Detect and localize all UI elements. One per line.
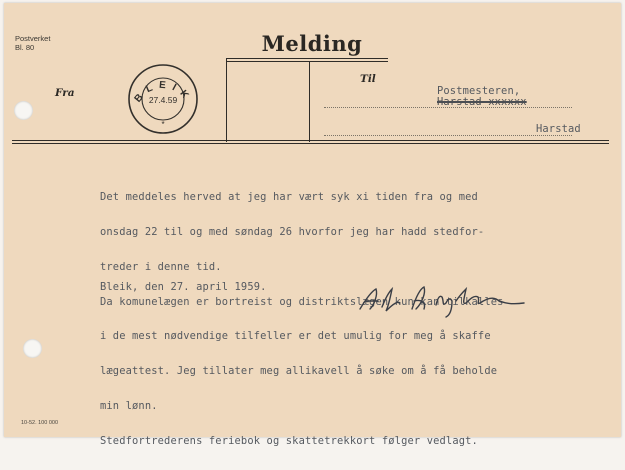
svg-text:*: *	[161, 120, 165, 129]
place-date: Bleik, den 27. april 1959.	[100, 281, 267, 293]
from-label: Fra	[55, 87, 75, 99]
issuer-label: Postverket	[15, 34, 51, 43]
message-line: treder i denne tid.	[100, 260, 222, 273]
recipient-line-2-struck: Harstad-xxxxxx	[437, 96, 527, 108]
stamp-date: 27.4.59	[148, 95, 178, 105]
header-rule	[12, 143, 609, 144]
punch-hole	[23, 339, 42, 358]
stamp-place: BLEIK	[132, 79, 195, 106]
message-body	[100, 169, 504, 470]
message-line: Det meddeles herved at jeg har vært syk xi tiden fra og med	[100, 191, 478, 204]
to-label: Til	[360, 73, 376, 85]
message-line: Stedfortrederens feriebok og skattetrekkort følger vedlagt.	[100, 434, 478, 447]
message-line: onsdag 22 til og med søndag 26 hvorfor jeg har hadd stedfor-	[100, 225, 485, 238]
form-identifier	[15, 34, 50, 52]
divider-left	[226, 58, 227, 142]
message-line: i de mest nødvendige tilfeller er det umulig for meg å skaffe	[100, 330, 491, 343]
message-line: lægeattest. Jeg tillater meg allikavell å søke om å få beholde	[100, 365, 498, 378]
divider-center	[309, 61, 310, 142]
punch-hole	[14, 101, 33, 120]
telegram-form	[4, 3, 621, 447]
message-line: min lønn.	[100, 399, 158, 412]
address-line	[324, 135, 572, 136]
title-rule	[226, 61, 388, 62]
message-line: Da komunelægen er bortreist og distriktslægen kun kan tilkalles	[100, 295, 504, 308]
header-rule	[12, 140, 609, 141]
recipient-line-3: Harstad	[536, 123, 581, 135]
postmark-icon	[127, 63, 199, 135]
form-footer-code: 10-52. 100 000	[21, 420, 59, 426]
form-title: Melding	[261, 31, 363, 56]
signature-icon	[356, 279, 528, 319]
title-rule	[226, 58, 388, 59]
postmark-stamp	[127, 63, 199, 135]
form-number: Bl. 80	[15, 43, 35, 52]
recipient-line-1: Postmesteren,	[437, 85, 521, 97]
